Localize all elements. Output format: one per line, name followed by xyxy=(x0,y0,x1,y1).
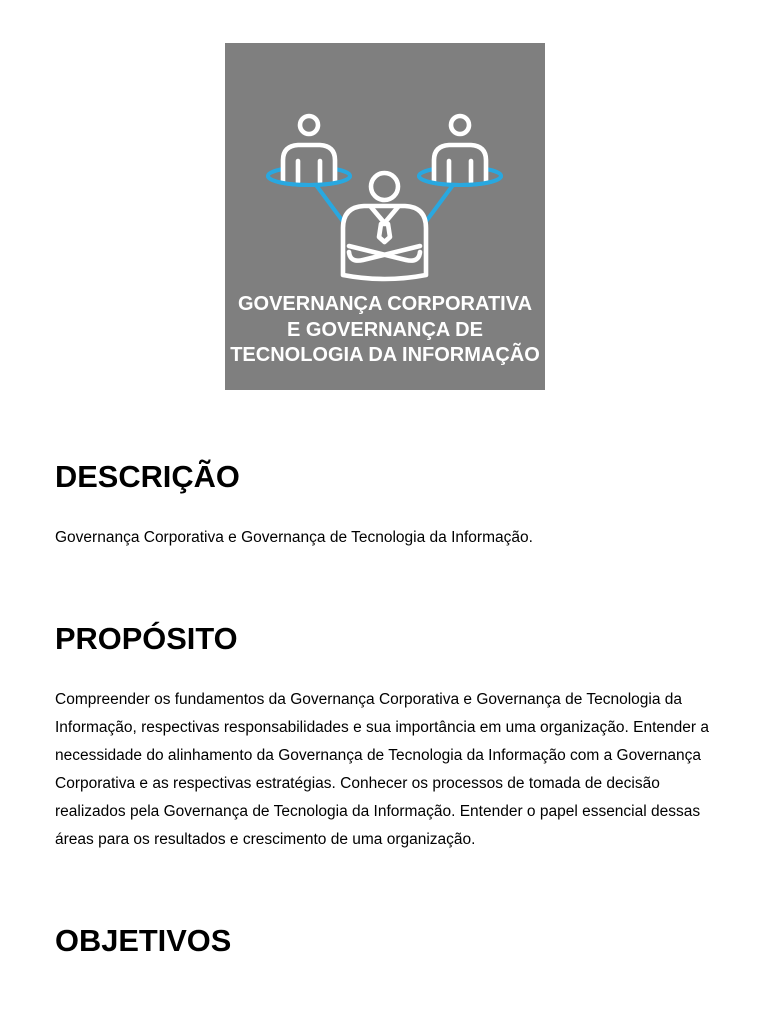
cover-title-line: GOVERNANÇA CORPORATIVA xyxy=(237,293,533,315)
proposito-heading: PROPÓSITO xyxy=(55,621,238,656)
person-body xyxy=(434,145,486,182)
cover-title-line: E GOVERNANÇA DE xyxy=(287,318,483,341)
cover-image xyxy=(225,43,545,390)
person-head xyxy=(371,173,398,200)
person-center-icon xyxy=(343,173,426,279)
objetivos-heading: OBJETIVOS xyxy=(55,923,232,958)
descricao-text: Governança Corporativa e Governança de Tecnologia da Informação. xyxy=(55,529,533,546)
cover-title xyxy=(225,292,545,369)
person-head xyxy=(300,116,318,134)
person-body xyxy=(283,145,335,182)
person-head xyxy=(451,116,469,134)
person-left-icon xyxy=(268,116,350,185)
cover-title-line: TECNOLOGIA DA INFORMAÇÃO xyxy=(230,344,540,366)
proposito-text: Compreender os fundamentos da Governança Corporativa e Governança de Tecnologia da Informação, respectivas responsabilidades e sua importância em uma organização. Entender a necessidade do alinhamento da Governança de Tecnologia da Informação com a Governança Corporativa e as respectivas estratégias. Conhecer os processos de tomada de decisão realizados pela Governança de Tecnologia da Informação. Entender o papel essencial dessas áreas para os resultados e crescimento de uma organização. xyxy=(55,691,709,848)
descricao-heading: DESCRIÇÃO xyxy=(55,459,240,494)
person-right-icon xyxy=(419,116,501,185)
